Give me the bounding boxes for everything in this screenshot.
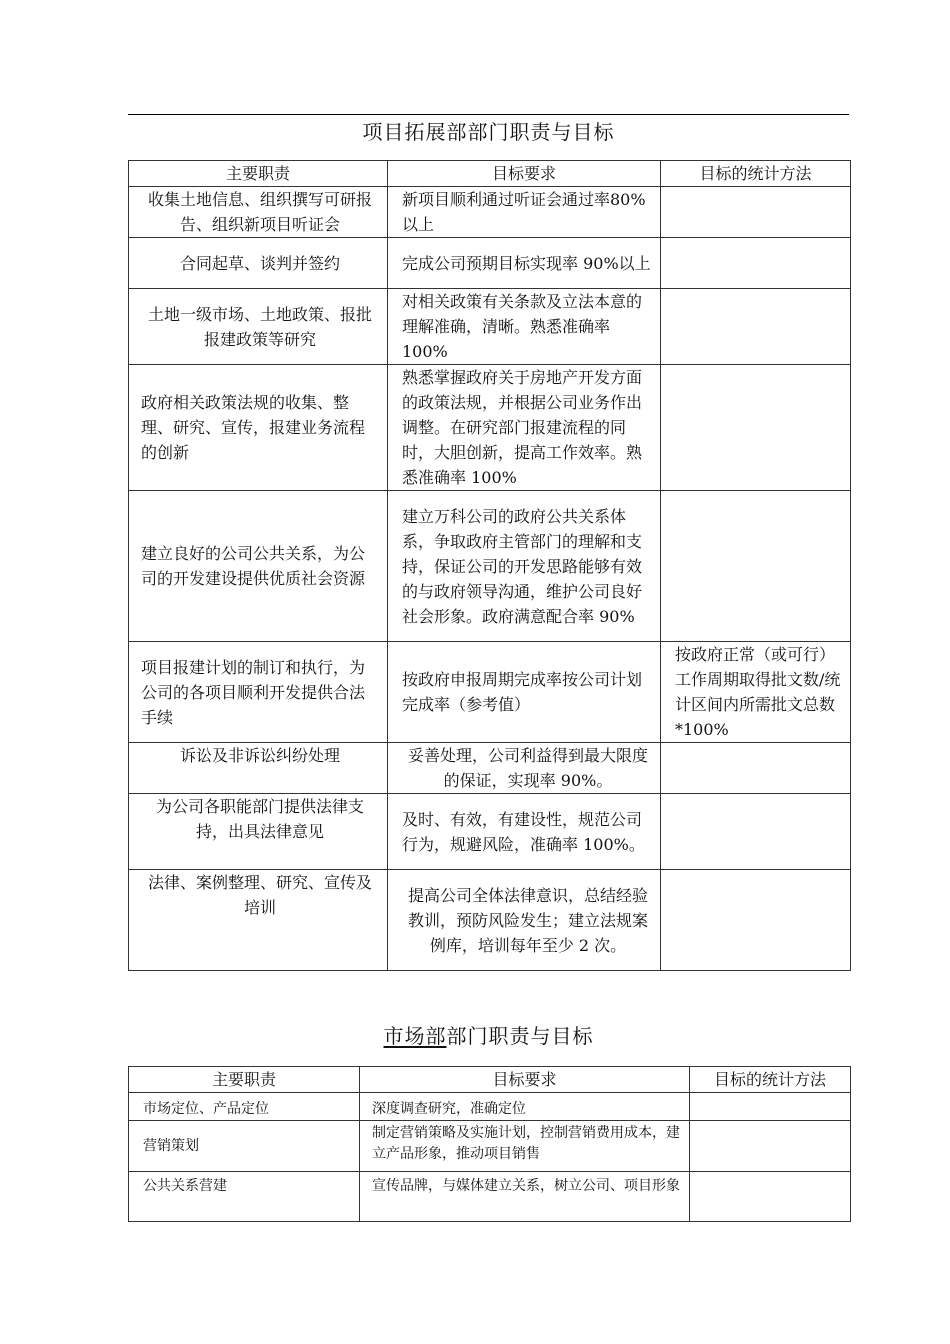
table-row bbox=[129, 794, 851, 870]
method-cell bbox=[690, 1172, 851, 1222]
duty-cell: 土地一级市场、土地政策、报批报建政策等研究 bbox=[129, 289, 388, 365]
header-target: 目标要求 bbox=[360, 1067, 690, 1093]
header-duty: 主要职责 bbox=[129, 161, 388, 187]
table-header-row bbox=[129, 161, 851, 187]
method-cell bbox=[661, 491, 851, 642]
target-cell: 深度调查研究，准确定位 bbox=[360, 1093, 690, 1121]
target-cell: 及时、有效，有建设性，规范公司行为，规避风险，准确率 100%。 bbox=[388, 794, 661, 870]
method-cell bbox=[661, 870, 851, 971]
duty-cell: 法律、案例整理、研究、宣传及培训 bbox=[129, 870, 388, 971]
table-row bbox=[129, 365, 851, 491]
method-cell bbox=[661, 365, 851, 491]
header-rule bbox=[128, 114, 849, 115]
section1-title: 项目拓展部部门职责与目标 bbox=[362, 120, 615, 144]
duty-cell: 市场定位、产品定位 bbox=[129, 1093, 360, 1121]
method-cell bbox=[690, 1093, 851, 1121]
target-cell: 建立万科公司的政府公共关系体系，争取政府主管部门的理解和支持，保证公司的开发思路能够有效的与政府领导沟通，维护公司良好社会形象。政府满意配合率 90% bbox=[388, 491, 661, 642]
header-target: 目标要求 bbox=[388, 161, 661, 187]
method-cell bbox=[661, 289, 851, 365]
method-cell: 按政府正常（或可行）工作周期取得批文数/统计区间内所需批文总数*100% bbox=[661, 642, 851, 743]
duty-cell: 政府相关政策法规的收集、整理、研究、宣传，报建业务流程的创新 bbox=[129, 365, 388, 491]
header-method: 目标的统计方法 bbox=[690, 1067, 851, 1093]
target-cell: 熟悉掌握政府关于房地产开发方面的政策法规，并根据公司业务作出调整。在研究部门报建流程的同时，大胆创新，提高工作效率。熟悉准确率 100% bbox=[388, 365, 661, 491]
target-cell: 对相关政策有关条款及立法本意的理解准确，清晰。熟悉准确率 100% bbox=[388, 289, 661, 365]
section2-title-rest: 部门职责与目标 bbox=[446, 1024, 594, 1048]
method-cell bbox=[690, 1121, 851, 1172]
table-header-row bbox=[129, 1067, 851, 1093]
section2-title bbox=[128, 1022, 849, 1050]
table-row bbox=[129, 187, 851, 238]
method-cell bbox=[661, 743, 851, 794]
marketing-duties-table bbox=[128, 1066, 851, 1222]
header-method: 目标的统计方法 bbox=[661, 161, 851, 187]
target-cell: 按政府申报周期完成率按公司计划完成率（参考值） bbox=[388, 642, 661, 743]
duty-cell: 收集土地信息、组织撰写可研报告、组织新项目听证会 bbox=[129, 187, 388, 238]
table-row bbox=[129, 870, 851, 971]
header-duty: 主要职责 bbox=[129, 1067, 360, 1093]
table-row bbox=[129, 491, 851, 642]
table-row bbox=[129, 1093, 851, 1121]
duty-cell: 营销策划 bbox=[129, 1121, 360, 1172]
target-cell: 新项目顺利通过听证会通过率80%以上 bbox=[388, 187, 661, 238]
target-cell: 妥善处理，公司利益得到最大限度的保证，实现率 90%。 bbox=[388, 743, 661, 794]
method-cell bbox=[661, 238, 851, 289]
table-row bbox=[129, 743, 851, 794]
target-cell: 完成公司预期目标实现率 90%以上 bbox=[388, 238, 661, 289]
duty-cell: 诉讼及非诉讼纠纷处理 bbox=[129, 743, 388, 794]
table-row bbox=[129, 642, 851, 743]
table-row bbox=[129, 1172, 851, 1222]
project-development-duties-table bbox=[128, 160, 851, 971]
target-cell: 制定营销策略及实施计划，控制营销费用成本，建立产品形象，推动项目销售 bbox=[360, 1121, 690, 1172]
method-cell bbox=[661, 794, 851, 870]
section2-title-underlined: 市场部 bbox=[383, 1024, 447, 1048]
duty-cell: 项目报建计划的制订和执行，为公司的各项目顺利开发提供合法手续 bbox=[129, 642, 388, 743]
table-row bbox=[129, 289, 851, 365]
duty-cell: 公共关系营建 bbox=[129, 1172, 360, 1222]
duty-cell: 建立良好的公司公共关系，为公司的开发建设提供优质社会资源 bbox=[129, 491, 388, 642]
duty-cell: 合同起草、谈判并签约 bbox=[129, 238, 388, 289]
table-row bbox=[129, 238, 851, 289]
target-cell: 宣传品牌，与媒体建立关系，树立公司、项目形象 bbox=[360, 1172, 690, 1222]
target-cell: 提高公司全体法律意识，总结经验教训，预防风险发生；建立法规案例库，培训每年至少 2 次。 bbox=[388, 870, 661, 971]
method-cell bbox=[661, 187, 851, 238]
table-row bbox=[129, 1121, 851, 1172]
duty-cell: 为公司各职能部门提供法律支持，出具法律意见 bbox=[129, 794, 388, 870]
